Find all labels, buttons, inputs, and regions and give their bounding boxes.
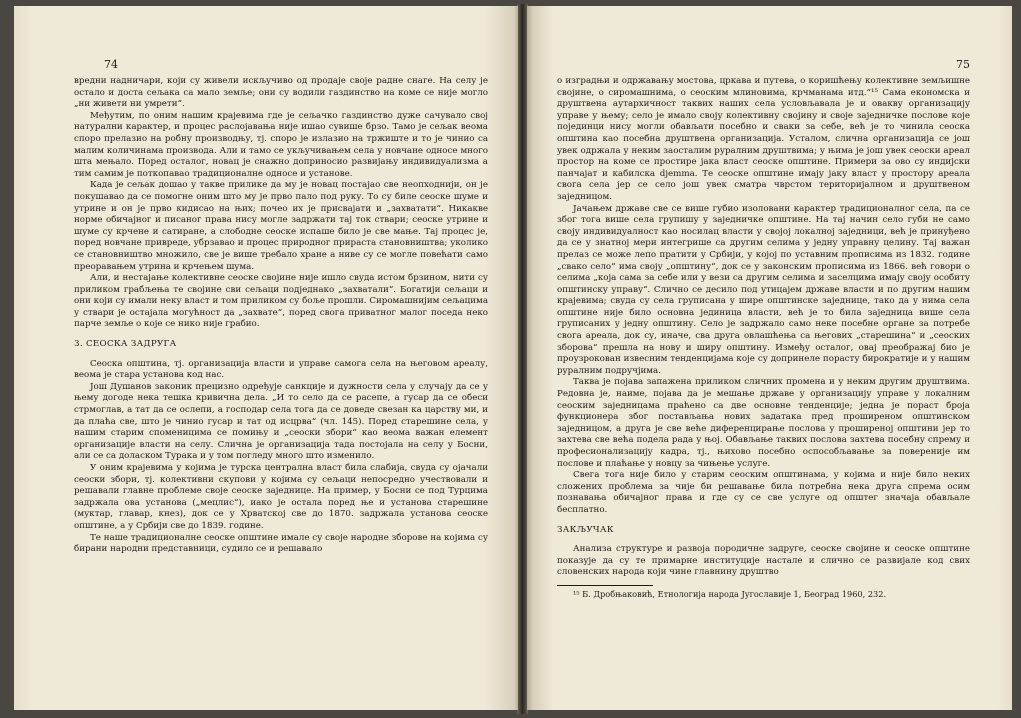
paragraph: Те наше традиционалне сеоске општине имале су своје народне зборове на којима су бирани народни представници, судило се и решавало	[74, 532, 488, 555]
footnote-rule	[557, 585, 653, 586]
paragraph: Јачањем државе све се више губио изоловани карактер традиционалног села, па се због тога више села групишу у заједничке општине. На тај начин село губи не само своју индивидуалност као носилац власти у својој локалној заједници, већ је принуђено да се у знатној мери интегрише са другим селима у једну управну целину. Тај важан прелаз се може лепо пратити у Србији, у којој по уставним прописима из 1832. године „свако село“ има своју „општину“, док се у законским прописима из 1866. већ говори о селима „која сама за себе или у вези са другим селима и заселцима имају своју особиту општинску управу“. Слично се десило под утицајем државе власти и по другим нашим крајевима; свуда су села груписана у шире општинске заједнице, тако да у нима села општине није било основна јединица власти, већ је то била заједница више села груписаних у једну општину. Село је задржало само неке посебне органе за потребе свога ареала, док су, иначе, сва друга овлашћења са његових „старешина“ и „сеоских зборова“ прешла на нову и ширу општину. Између осталог, овај преображај био је проузрокован извесним тенденцијама које су допринеле порасту бирократије и у нашим руралним подручјима.	[557, 203, 970, 376]
page-number: 74	[104, 58, 118, 71]
paragraph: Свега тога није било у старим сеоским општинама, у којима и није било неких сложених проблема за чије би решавање била потребна нека друга спрема осим познавања обичајног права и где су се све услуге од општег значаја обављале бесплатно.	[557, 470, 970, 515]
paragraph: Када је сељак дошао у такве прилике да му је новац постајао све неопходнији, он је покушавао да се помогне оним што му је прво пало под руку. То су биле сеоске шуме и утрине и он је прво кидисао на њих; почео их је присвајати и „захватати“. Никакве норме обичајног и писаног права нису могле задржати тај ток ствари; сеоске утрине и шуме су крчене и сатиране, а слободне сеоске испаше било је све мање. Тај процес је, поред новчане привреде, убрзавао и процес природног прираста становништва; уколико се становништво множило, све је више требало хране а ниве су се могле повећати само преоравањем утрина и крчењем шума.	[74, 180, 488, 272]
paragraph: Сеоска општина, тј. организација власти и управе самога села на његовом ареалу, веома је стара установа код нас.	[74, 358, 488, 381]
page-body	[74, 76, 488, 556]
page-body	[557, 76, 970, 599]
paragraph: У оним крајевима у којима је турска централна власт била слабија, свуда су ојачали сеоски збори, тј. колективни скупови у којима су сељаци непосредно учествовали и решавали главне проблеме своје сеоске заједнице. На пример, у Босни се под Турцима задржала ова установа („мецлис“), иако је остала поред ње и установа старешине (муктар, главар, кнез), док се у Хрватској све до 1870. задржала установа сеоске општине, а у Србији све до 1839. године.	[74, 463, 488, 531]
paragraph: Још Душанов законик прецизно одређује санкције и дужности села у случају да се у њему догоде нека тешка кривична дела. „И то село да се расепе, а гусар да се обеси стрмоглав, а тат да се ослепи, а господар села тога да се доведе свезан ка царству ми, и да плаћа све, што је чинио гусар и тат од исцрва“ (чл. 145). Поред старешине села, у нашим старим споменицима се помињу и „сеоски збори“ као веома важан елемент организације власти на селу. Слична је организација тада постојала на селу у Босни, али се са доласком Турака и у том погледу много што изменило.	[74, 381, 488, 462]
paragraph: Анализа структуре и развоја породичне задруге, сеоске својине и сеоске општине показује да су те примарне институције настале и слично се развијале код свих словенских народа који чине главнину друштво	[557, 544, 970, 578]
paragraph: вредни надничари, који су живели искључиво од продаје своје радне снаге. На селу је остало и доста сељака са мало земље; они су водили газдинство на коме се није могло „ни живети ни умрети“.	[74, 76, 488, 110]
paragraph: Међутим, по оним нашим крајевима где је сељачко газдинство дуже сачувало свој натурални карактер, и процес раслојавања није ишао сувише брзо. Тамо је сељак веома споро прелазио на робну производњу, тј. споро је излазио на тржиште и то је чинио са малим количинама производа. Али и тамо се укључивањем села у новчане односе много шта мењало. Поред осталог, новац је снажно доприносио развијању индивидуализма а тим самим је поткопавао традиционалне односе и установе.	[74, 110, 488, 179]
page-number: 75	[956, 58, 970, 71]
left-page	[14, 6, 518, 710]
section-heading: ЗАКЉУЧАК	[557, 524, 614, 535]
paragraph: о изградњи и одржавању мостова, цркава и путева, о коришћењу колективне земљишне својине, о сиромашнима, о сеоским млиновима, крчманама итд.“¹⁵ Сама економска и друштвена аутархичност таквих наших села условљавала је и овакву организацију управе у њему; село је имало своју колективну својину и своје заједничке послове које појединци нису могли обављати посебно и сваки за себе, већ је то чинила сеоска општина као посебна друштвена организација. Усталом, слична организација се још увек одржала у неким заосталим руралним друштвима; у њима је још увек сеоски ареал простор на коме се простире јака власт сеоске општине. Примери за ово су индијски панчајат и кабилска djemma. Те сеоске општине имају јаку власт у простору ареала свога села јер се село још увек сматра чврстом територијалном и друштвеном заједницом.	[557, 76, 970, 202]
right-page	[527, 6, 1012, 710]
section-heading: 3. СЕОСКА ЗАДРУГА	[74, 339, 177, 350]
paragraph: Таква је појава запажена приликом сличних промена и у неким другим друштвима. Редовна је, наиме, појава да је мешање државе у организацију управе у локалним сеоским заједницама праћено са две основне тенденције; једна је пораст броја функционера због постављања нових задатака пред проширеном општинском заједницом, а друга је све веће диференцирање послова у проширеној општини јер то захтева све већа подела рада у њој. Обављање таквих послова захтева посебну спрему и професионализацију кадра, тј., њихово посебно оспособљавање за повереније им послове и плаћање у новцу за чињење услуге.	[557, 377, 970, 469]
paragraph: Али, и нестајање колективне сеоске својине није ишло свуда истом брзином, нити су приликом грабљења те својине сви сељаци подједнако „захватали“. Богатији сељаци и они који су имали неку власт и том приликом су боље прошли. Сиромашнијим сељацима у ствари је остајала могућност да „захвате“, поред свога приватног малог поседа неко парче земље о које се нико није грабио.	[74, 273, 488, 330]
footnote: ¹⁵ Б. Дробњаковић, Етнологија народа Југославије 1, Београд 1960, 232.	[573, 588, 887, 599]
